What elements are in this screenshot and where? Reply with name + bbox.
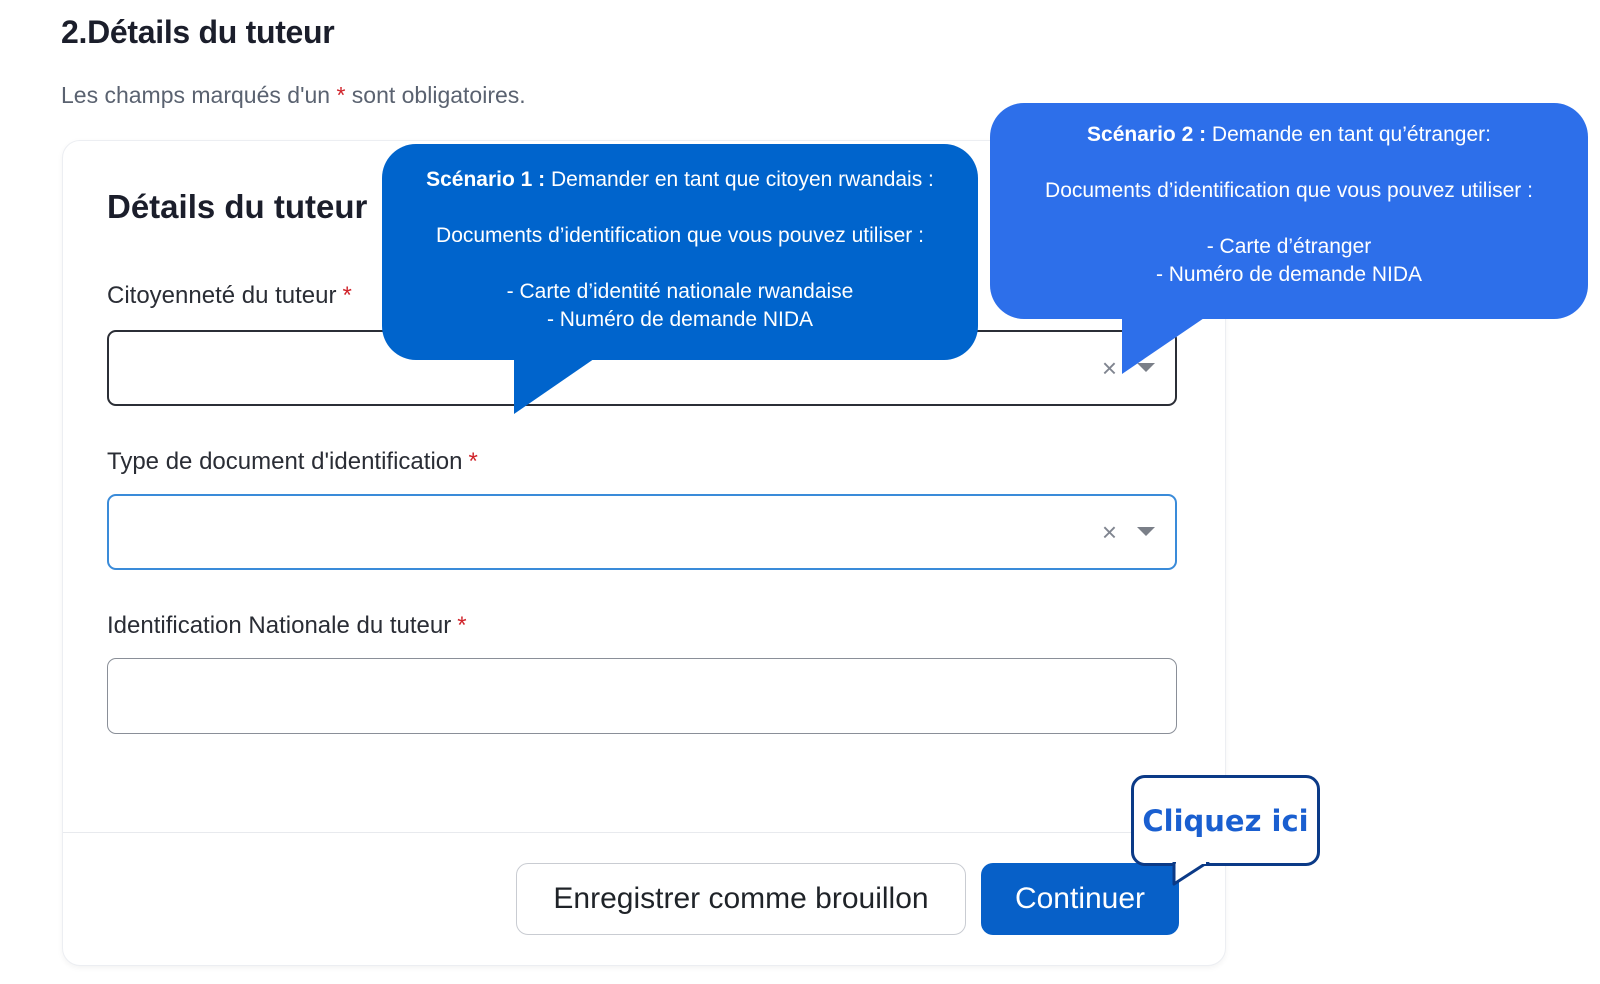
scenario2-docs-heading: Documents d’identification que vous pouvez utiliser : [1045, 179, 1533, 202]
scenario1-title-rest: Demander en tant que citoyen rwandais : [545, 168, 934, 191]
scenario2-item: - Carte d’étranger [1206, 235, 1372, 258]
page-title: 2.Détails du tuteur [61, 14, 335, 50]
citizenship-label [107, 282, 352, 310]
id-document-type-label-text: Type de document d'identification [107, 448, 463, 475]
required-note-prefix: Les champs marqués d'un [61, 82, 331, 108]
id-document-type-label [107, 448, 478, 476]
national-id-label [107, 612, 467, 640]
scenario1-item: - Numéro de demande NIDA [546, 308, 814, 331]
required-star: * [457, 612, 467, 639]
scenario2-item: - Numéro de demande NIDA [1155, 263, 1423, 286]
scenario2-callout [990, 103, 1588, 319]
continue-button[interactable]: Continuer [981, 863, 1179, 935]
scenario1-callout-tail [508, 352, 608, 418]
scenario1-item: - Carte d’identité nationale rwandaise [506, 280, 854, 303]
clear-icon[interactable]: × [1101, 353, 1117, 383]
citizenship-label-text: Citoyenneté du tuteur [107, 282, 337, 309]
scenario2-callout-tail [1118, 314, 1218, 380]
click-here-callout [1131, 775, 1320, 866]
scenario1-docs-heading: Documents d’identification que vous pouvez utiliser : [436, 224, 924, 247]
required-fields-note [61, 82, 526, 109]
scenario1-callout [382, 144, 978, 360]
id-document-type-select[interactable] [107, 494, 1177, 570]
card-title: Détails du tuteur [107, 188, 368, 225]
click-here-callout-tail [1168, 862, 1212, 888]
scenario1-title [382, 166, 978, 194]
card-footer-divider [63, 832, 1223, 833]
click-here-text: Cliquez ici [1142, 803, 1309, 838]
scenario2-title-rest: Demande en tant qu’étranger: [1206, 123, 1491, 146]
required-note-suffix: sont obligatoires. [345, 82, 526, 108]
clear-icon[interactable]: × [1101, 517, 1117, 547]
scenario2-title-bold: Scénario 2 : [1087, 123, 1207, 146]
national-id-label-text: Identification Nationale du tuteur [107, 612, 452, 639]
national-id-input[interactable] [107, 658, 1177, 734]
scenario1-title-bold: Scénario 1 : [426, 168, 546, 191]
save-draft-button[interactable]: Enregistrer comme brouillon [516, 863, 966, 935]
scenario2-title [990, 121, 1588, 149]
required-star: * [342, 282, 352, 309]
required-star: * [468, 448, 478, 475]
required-star: * [336, 82, 346, 108]
chevron-down-icon[interactable] [1137, 527, 1155, 536]
